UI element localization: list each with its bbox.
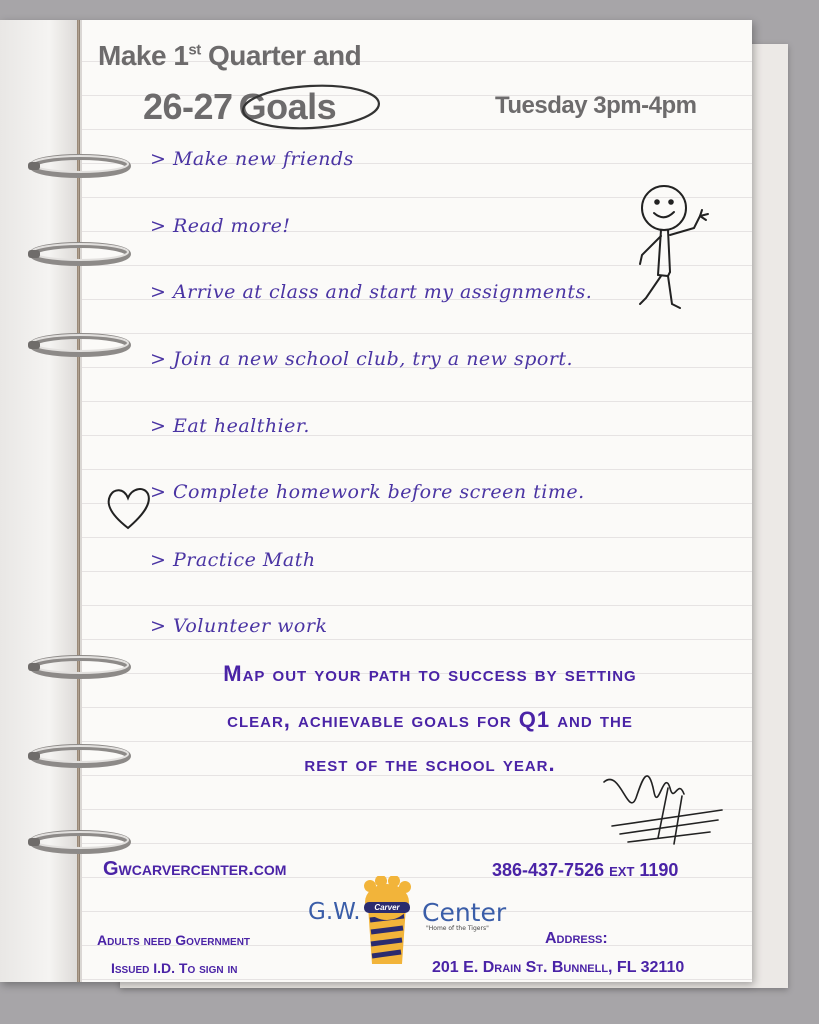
stick-figure-icon xyxy=(628,180,718,320)
promo-line: Map out your path to success by setting xyxy=(223,661,637,686)
logo-badge-text: Carver xyxy=(374,903,400,912)
promo-line: rest of the school year. xyxy=(304,751,556,776)
goal-item: > Read more! xyxy=(150,215,291,237)
address-text: 201 E. Drain St. Bunnell, FL 32110 xyxy=(432,959,685,976)
address-label: Address: xyxy=(545,930,608,947)
adults-notice-line2: Issued I.D. To sign in xyxy=(111,960,238,976)
binder-ring-icon xyxy=(28,829,132,855)
signature-scribble xyxy=(598,758,726,852)
goal-item: > Make new friends xyxy=(150,148,354,170)
goals-circle-icon xyxy=(238,80,384,134)
logo-right-text: Center xyxy=(422,898,507,927)
phone-number: 386-437-7526 ext 1190 xyxy=(492,860,679,880)
binder-ring-icon xyxy=(28,654,132,680)
binder-ring-icon xyxy=(28,241,132,267)
goal-item: > Volunteer work xyxy=(150,615,328,637)
title-year: 26-27 xyxy=(143,86,233,127)
binder-ring-icon xyxy=(28,332,132,358)
goal-item: > Eat healthier. xyxy=(150,415,310,437)
binder-ring-icon xyxy=(28,153,132,179)
page-title-line1: Make 1st Quarter and xyxy=(98,40,362,71)
goal-item: > Arrive at class and start my assignments. xyxy=(150,281,593,303)
tiger-paw-logo-icon xyxy=(356,876,418,968)
goal-item: > Complete homework before screen time. xyxy=(150,481,585,503)
heart-icon xyxy=(104,484,152,534)
goal-item: > Join a new school club, try a new sport. xyxy=(150,348,574,370)
logo-tagline: "Home of the Tigers" xyxy=(426,925,489,932)
goal-item: > Practice Math xyxy=(150,549,316,571)
website-link[interactable]: Gwcarvercenter.com xyxy=(103,858,287,880)
promo-line: clear, achievable goals for Q1 and the xyxy=(227,707,633,732)
schedule-time: Tuesday 3pm-4pm xyxy=(495,92,697,119)
logo-left-text: G.W. xyxy=(308,899,361,925)
title-goals: Goals xyxy=(238,86,337,127)
binder-ring-icon xyxy=(28,743,132,769)
adults-notice-line1: Adults need Government xyxy=(97,932,251,948)
